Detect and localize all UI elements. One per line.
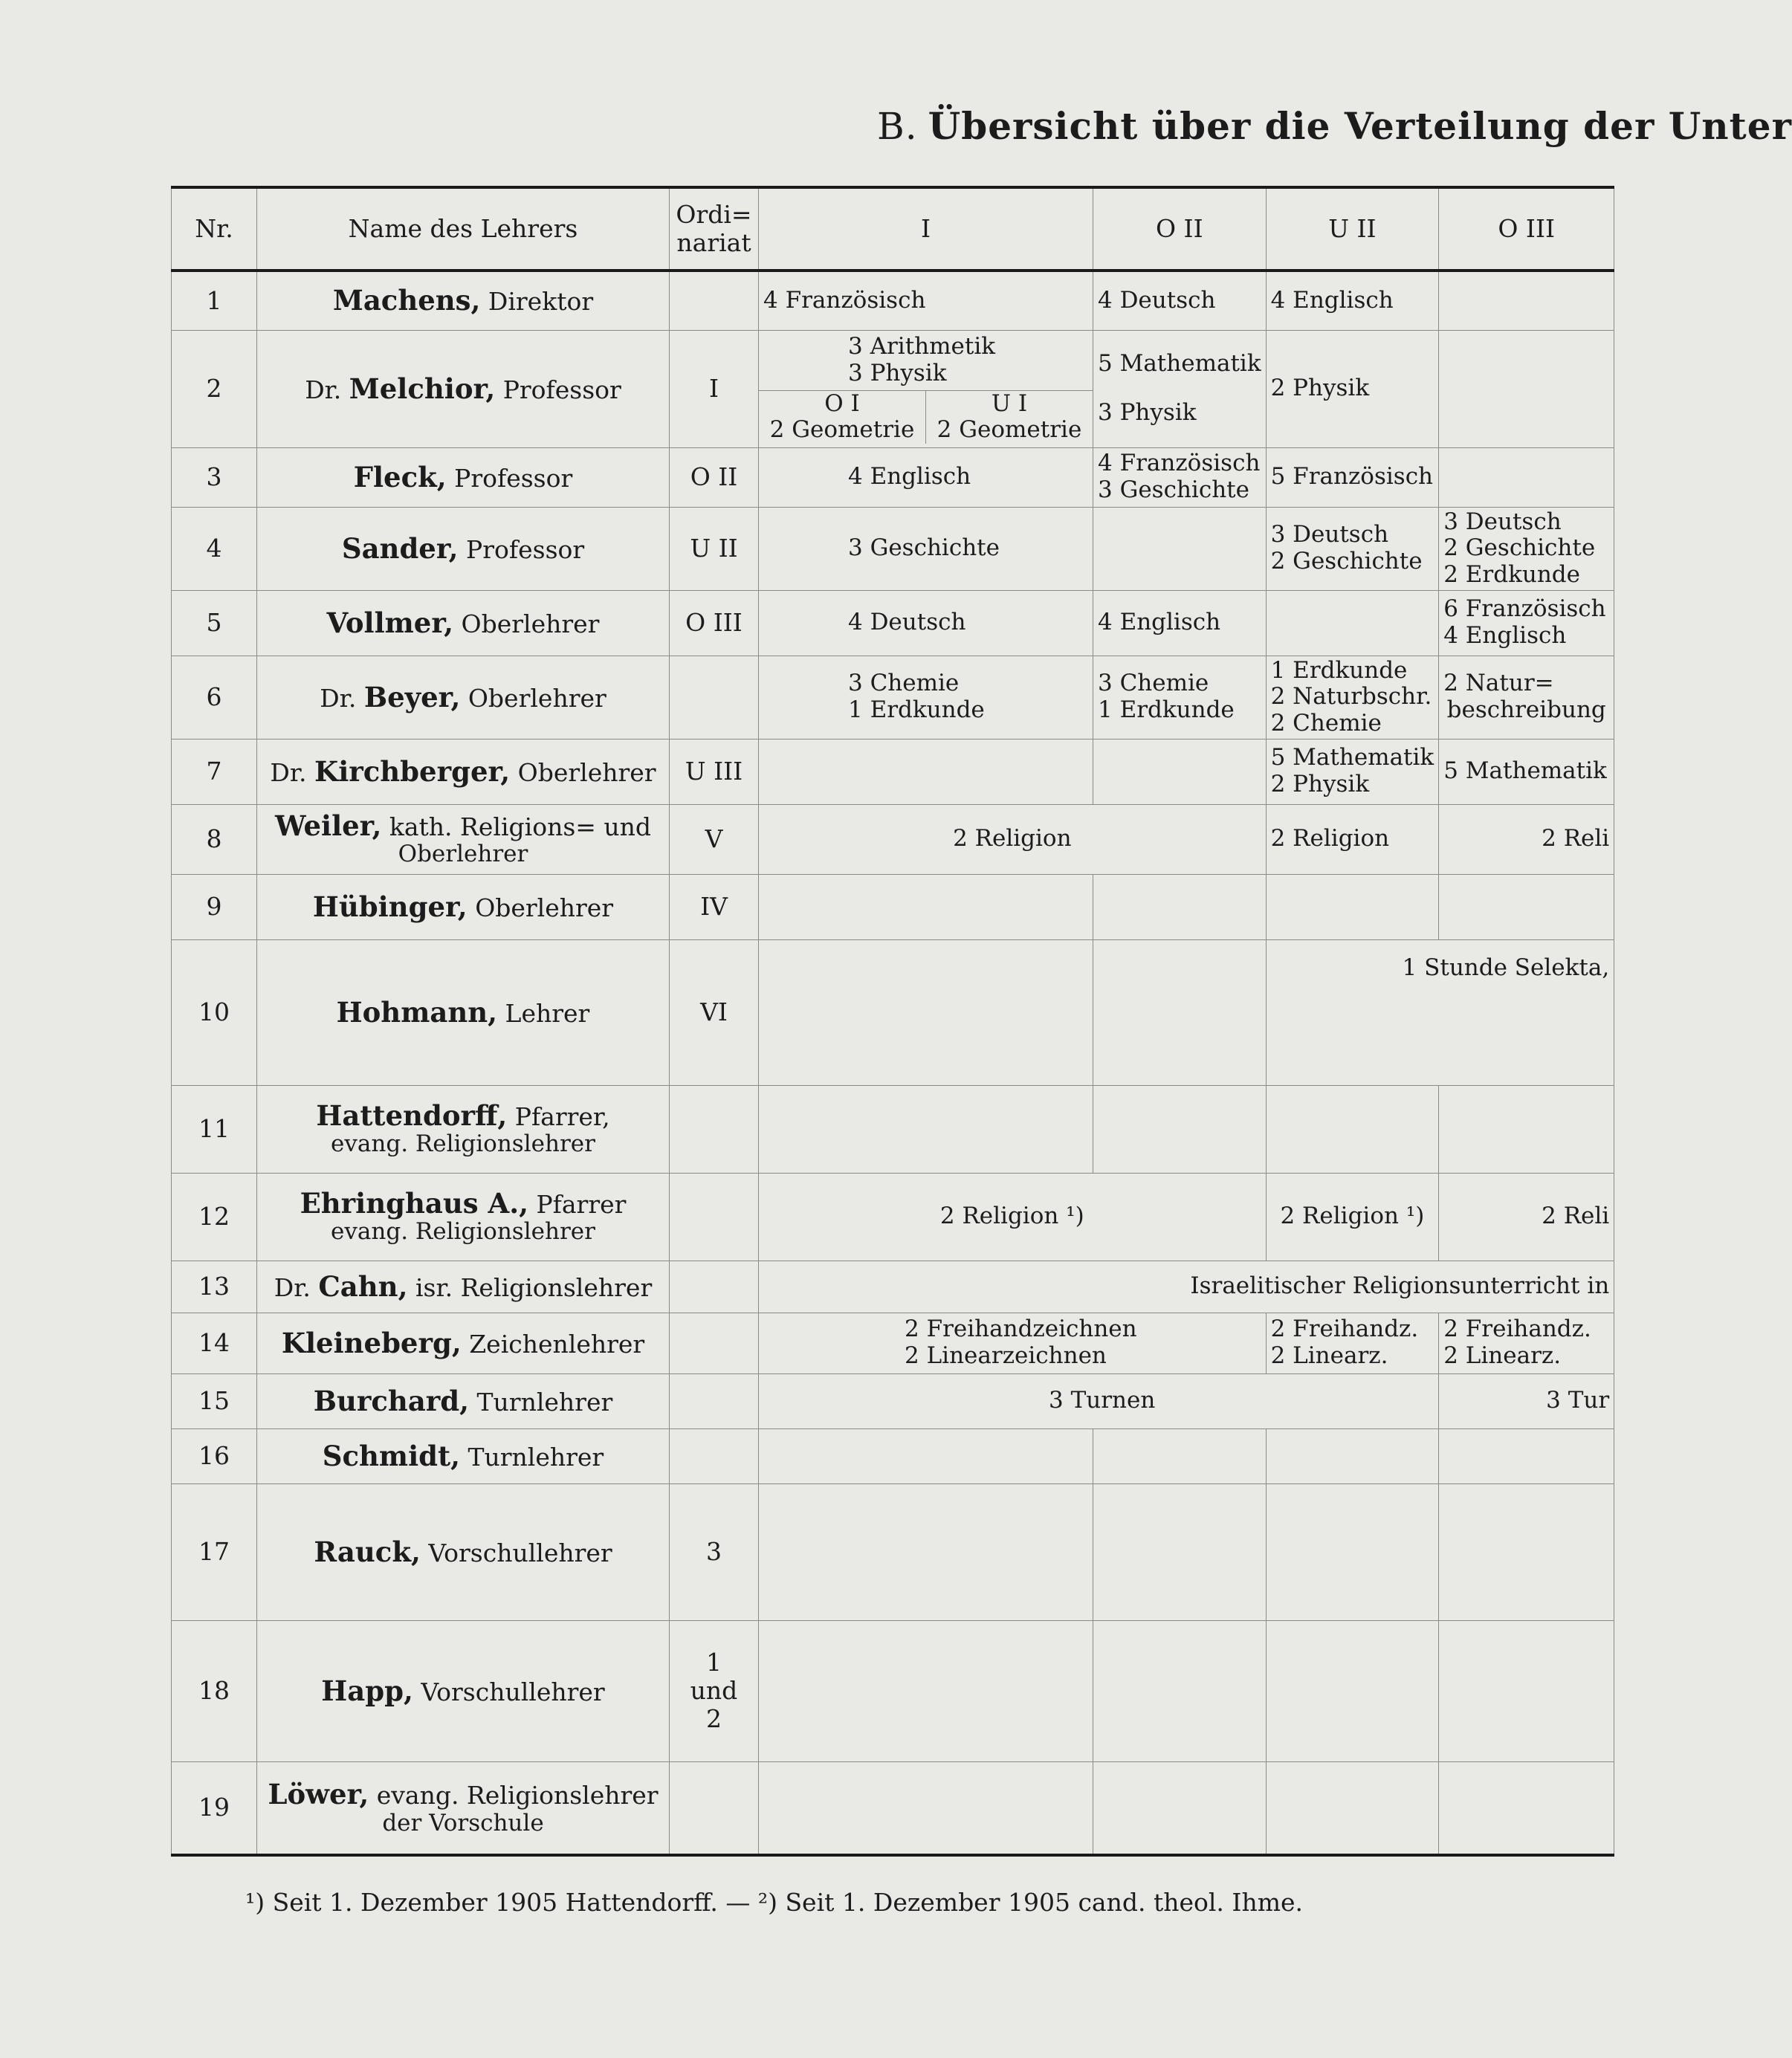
cell-uii: 2 Physik (1266, 330, 1439, 447)
ordinariat: O III (670, 590, 759, 656)
cell-oiii: 3 Deutsch 2 Geschichte 2 Erdkunde (1439, 507, 1614, 590)
cell-i-uii: 3 Turnen (759, 1373, 1439, 1428)
table-row (172, 874, 1614, 939)
header-nr: Nr. (172, 187, 257, 271)
cell-uii: 4 Englisch (1266, 271, 1439, 330)
cell-i-oii: 2 Freihandzeichnen 2 Linearzeichnen (759, 1313, 1267, 1373)
teacher-name: Machens, Direktor (257, 271, 670, 330)
cell-uii (1266, 874, 1439, 939)
table-header-row (172, 187, 1614, 271)
cell-oii: 5 Mathematik 3 Physik (1093, 330, 1267, 447)
row-nr: 1 (172, 271, 257, 330)
cell-oii: 4 Französisch 3 Geschichte (1093, 447, 1267, 507)
row-nr: 15 (172, 1373, 257, 1428)
row-nr: 10 (172, 939, 257, 1085)
cell-uii (1266, 590, 1439, 656)
table-row (172, 447, 1614, 507)
cell-oii (1093, 1761, 1267, 1855)
teacher-distribution-table (171, 186, 1614, 1857)
header-class-uii: U II (1266, 187, 1439, 271)
cell-oiii (1439, 1483, 1614, 1620)
teacher-name: Ehringhaus A., Pfarrer evang. Religionslehrer (257, 1173, 670, 1261)
cell-uii: 5 Mathematik 2 Physik (1266, 739, 1439, 804)
cell-i (759, 1761, 1093, 1855)
ordinariat: O II (670, 447, 759, 507)
cell-uii (1266, 1761, 1439, 1855)
teacher-name: Vollmer, Oberlehrer (257, 590, 670, 656)
cell-oiii: 3 Tur (1439, 1373, 1614, 1428)
cell-i: 4 Französisch (759, 271, 1093, 330)
cell-oiii: 2 Freihandz. 2 Linearz. (1439, 1313, 1614, 1373)
cell-oii (1093, 739, 1267, 804)
row-nr: 19 (172, 1761, 257, 1855)
teacher-name: Dr. Melchior, Professor (257, 330, 670, 447)
cell-oii (1093, 939, 1267, 1085)
row-nr: 14 (172, 1313, 257, 1373)
cell-i (759, 1620, 1093, 1761)
cell-uii: 2 Religion ¹) (1266, 1173, 1439, 1261)
table-row (172, 271, 1614, 330)
ordinariat: U II (670, 507, 759, 590)
table-row (172, 1428, 1614, 1483)
cell-i (759, 1428, 1093, 1483)
teacher-name: Weiler, kath. Religions= und Oberlehrer (257, 804, 670, 874)
teacher-name: Fleck, Professor (257, 447, 670, 507)
ordinariat (670, 271, 759, 330)
teacher-name: Happ, Vorschullehrer (257, 1620, 670, 1761)
cell-oii (1093, 874, 1267, 939)
cell-oii: 3 Chemie 1 Erdkunde (1093, 656, 1267, 739)
cell-oiii (1439, 330, 1614, 447)
teacher-name: Sander, Professor (257, 507, 670, 590)
cell-oii: 4 Englisch (1093, 590, 1267, 656)
table-row (172, 739, 1614, 804)
cell-i (759, 739, 1093, 804)
row-nr: 5 (172, 590, 257, 656)
table-row (172, 1373, 1614, 1428)
cell-oiii: 5 Mathematik (1439, 739, 1614, 804)
row-nr: 2 (172, 330, 257, 447)
cell-oiii (1439, 447, 1614, 507)
cell-uii (1266, 1085, 1439, 1173)
row-nr: 8 (172, 804, 257, 874)
cell-uii: 2 Religion (1266, 804, 1439, 874)
teacher-name: Rauck, Vorschullehrer (257, 1483, 670, 1620)
teacher-name: Hohmann, Lehrer (257, 939, 670, 1085)
ordinariat (670, 1761, 759, 1855)
footnote: ¹) Seit 1. Dezember 1905 Hattendorff. — ²) Seit 1. Dezember 1905 cand. theol. Ihme. (245, 1888, 1304, 1917)
ordinariat (670, 656, 759, 739)
table-row (172, 1483, 1614, 1620)
ordinariat: VI (670, 939, 759, 1085)
cell-i-oiii: Israelitischer Religionsunterricht in (759, 1261, 1614, 1313)
row-nr: 18 (172, 1620, 257, 1761)
header-ordinariat: Ordi= nariat (670, 187, 759, 271)
cell-i (759, 939, 1093, 1085)
cell-oiii (1439, 874, 1614, 939)
row-nr: 7 (172, 739, 257, 804)
cell-oii (1093, 1428, 1267, 1483)
cell-oii (1093, 1085, 1267, 1173)
cell-i-oii: 2 Religion ¹) (759, 1173, 1267, 1261)
ordinariat: V (670, 804, 759, 874)
table-row (172, 1173, 1614, 1261)
cell-i: 4 Englisch (759, 447, 1093, 507)
table-row (172, 507, 1614, 590)
table-row (172, 939, 1614, 1085)
table-row (172, 1085, 1614, 1173)
table-row (172, 1313, 1614, 1373)
row-nr: 17 (172, 1483, 257, 1620)
ordinariat: U III (670, 739, 759, 804)
cell-oiii: 2 Natur= beschreibung (1439, 656, 1614, 739)
row-nr: 16 (172, 1428, 257, 1483)
cell-oiii (1439, 1085, 1614, 1173)
ordinariat: 1 und 2 (670, 1620, 759, 1761)
cell-oiii: 6 Französisch 4 Englisch (1439, 590, 1614, 656)
row-nr: 4 (172, 507, 257, 590)
cell-i (759, 874, 1093, 939)
cell-i (759, 1085, 1093, 1173)
teacher-name: Schmidt, Turnlehrer (257, 1428, 670, 1483)
teacher-name: Dr. Beyer, Oberlehrer (257, 656, 670, 739)
teacher-name: Kleineberg, Zeichenlehrer (257, 1313, 670, 1373)
ordinariat (670, 1313, 759, 1373)
cell-uii (1266, 1483, 1439, 1620)
cell-uii: 2 Freihandz. 2 Linearz. (1266, 1313, 1439, 1373)
table-row (172, 1761, 1614, 1855)
cell-i (759, 1483, 1093, 1620)
cell-i: 4 Deutsch (759, 590, 1093, 656)
cell-oii (1093, 507, 1267, 590)
section-letter: B. (877, 105, 918, 148)
table-row (172, 330, 1614, 447)
cell-i: 3 Geschichte (759, 507, 1093, 590)
cell-uii: 3 Deutsch 2 Geschichte (1266, 507, 1439, 590)
ordinariat (670, 1373, 759, 1428)
row-nr: 6 (172, 656, 257, 739)
cell-oii (1093, 1483, 1267, 1620)
title-text: Übersicht über die Verteilung der Unter (928, 104, 1792, 148)
ordinariat: I (670, 330, 759, 447)
teacher-name: Dr. Cahn, isr. Religionslehrer (257, 1261, 670, 1313)
cell-oiii (1439, 1620, 1614, 1761)
header-class-i: I (759, 187, 1093, 271)
ordinariat (670, 1085, 759, 1173)
ordinariat (670, 1261, 759, 1313)
teacher-name: Dr. Kirchberger, Oberlehrer (257, 739, 670, 804)
cell-uii: 5 Französisch (1266, 447, 1439, 507)
table-row (172, 1261, 1614, 1313)
header-class-oii: O II (1093, 187, 1267, 271)
row-nr: 3 (172, 447, 257, 507)
ordinariat (670, 1173, 759, 1261)
header-class-oiii: O III (1439, 187, 1614, 271)
ordinariat (670, 1428, 759, 1483)
cell-oiii: 2 Reli (1439, 1173, 1614, 1261)
table-row (172, 656, 1614, 739)
teacher-name: Hattendorff, Pfarrer, evang. Religionslehrer (257, 1085, 670, 1173)
row-nr: 11 (172, 1085, 257, 1173)
ordinariat: 3 (670, 1483, 759, 1620)
header-name: Name des Lehrers (257, 187, 670, 271)
table-row (172, 804, 1614, 874)
teacher-name: Burchard, Turnlehrer (257, 1373, 670, 1428)
cell-uii (1266, 1620, 1439, 1761)
table-row (172, 590, 1614, 656)
page-title (877, 104, 1792, 148)
row-nr: 13 (172, 1261, 257, 1313)
cell-oiii (1439, 1761, 1614, 1855)
cell-i: 3 Chemie 1 Erdkunde (759, 656, 1093, 739)
cell-oii: 4 Deutsch (1093, 271, 1267, 330)
cell-oiii (1439, 1428, 1614, 1483)
teacher-name: Löwer, evang. Religionslehrer der Vorschule (257, 1761, 670, 1855)
cell-i: 3 Arithmetik 3 Physik O I 2 Geometrie U I 2 Geometrie (759, 330, 1093, 447)
table-row (172, 1620, 1614, 1761)
cell-uii-oiii: 1 Stunde Selekta, (1266, 939, 1614, 1085)
ordinariat: IV (670, 874, 759, 939)
cell-i-oii: 2 Religion (759, 804, 1267, 874)
cell-oii (1093, 1620, 1267, 1761)
cell-oiii: 2 Reli (1439, 804, 1614, 874)
row-nr: 9 (172, 874, 257, 939)
cell-uii (1266, 1428, 1439, 1483)
cell-uii: 1 Erdkunde 2 Naturbschr. 2 Chemie (1266, 656, 1439, 739)
teacher-name: Hübinger, Oberlehrer (257, 874, 670, 939)
row-nr: 12 (172, 1173, 257, 1261)
cell-oiii (1439, 271, 1614, 330)
